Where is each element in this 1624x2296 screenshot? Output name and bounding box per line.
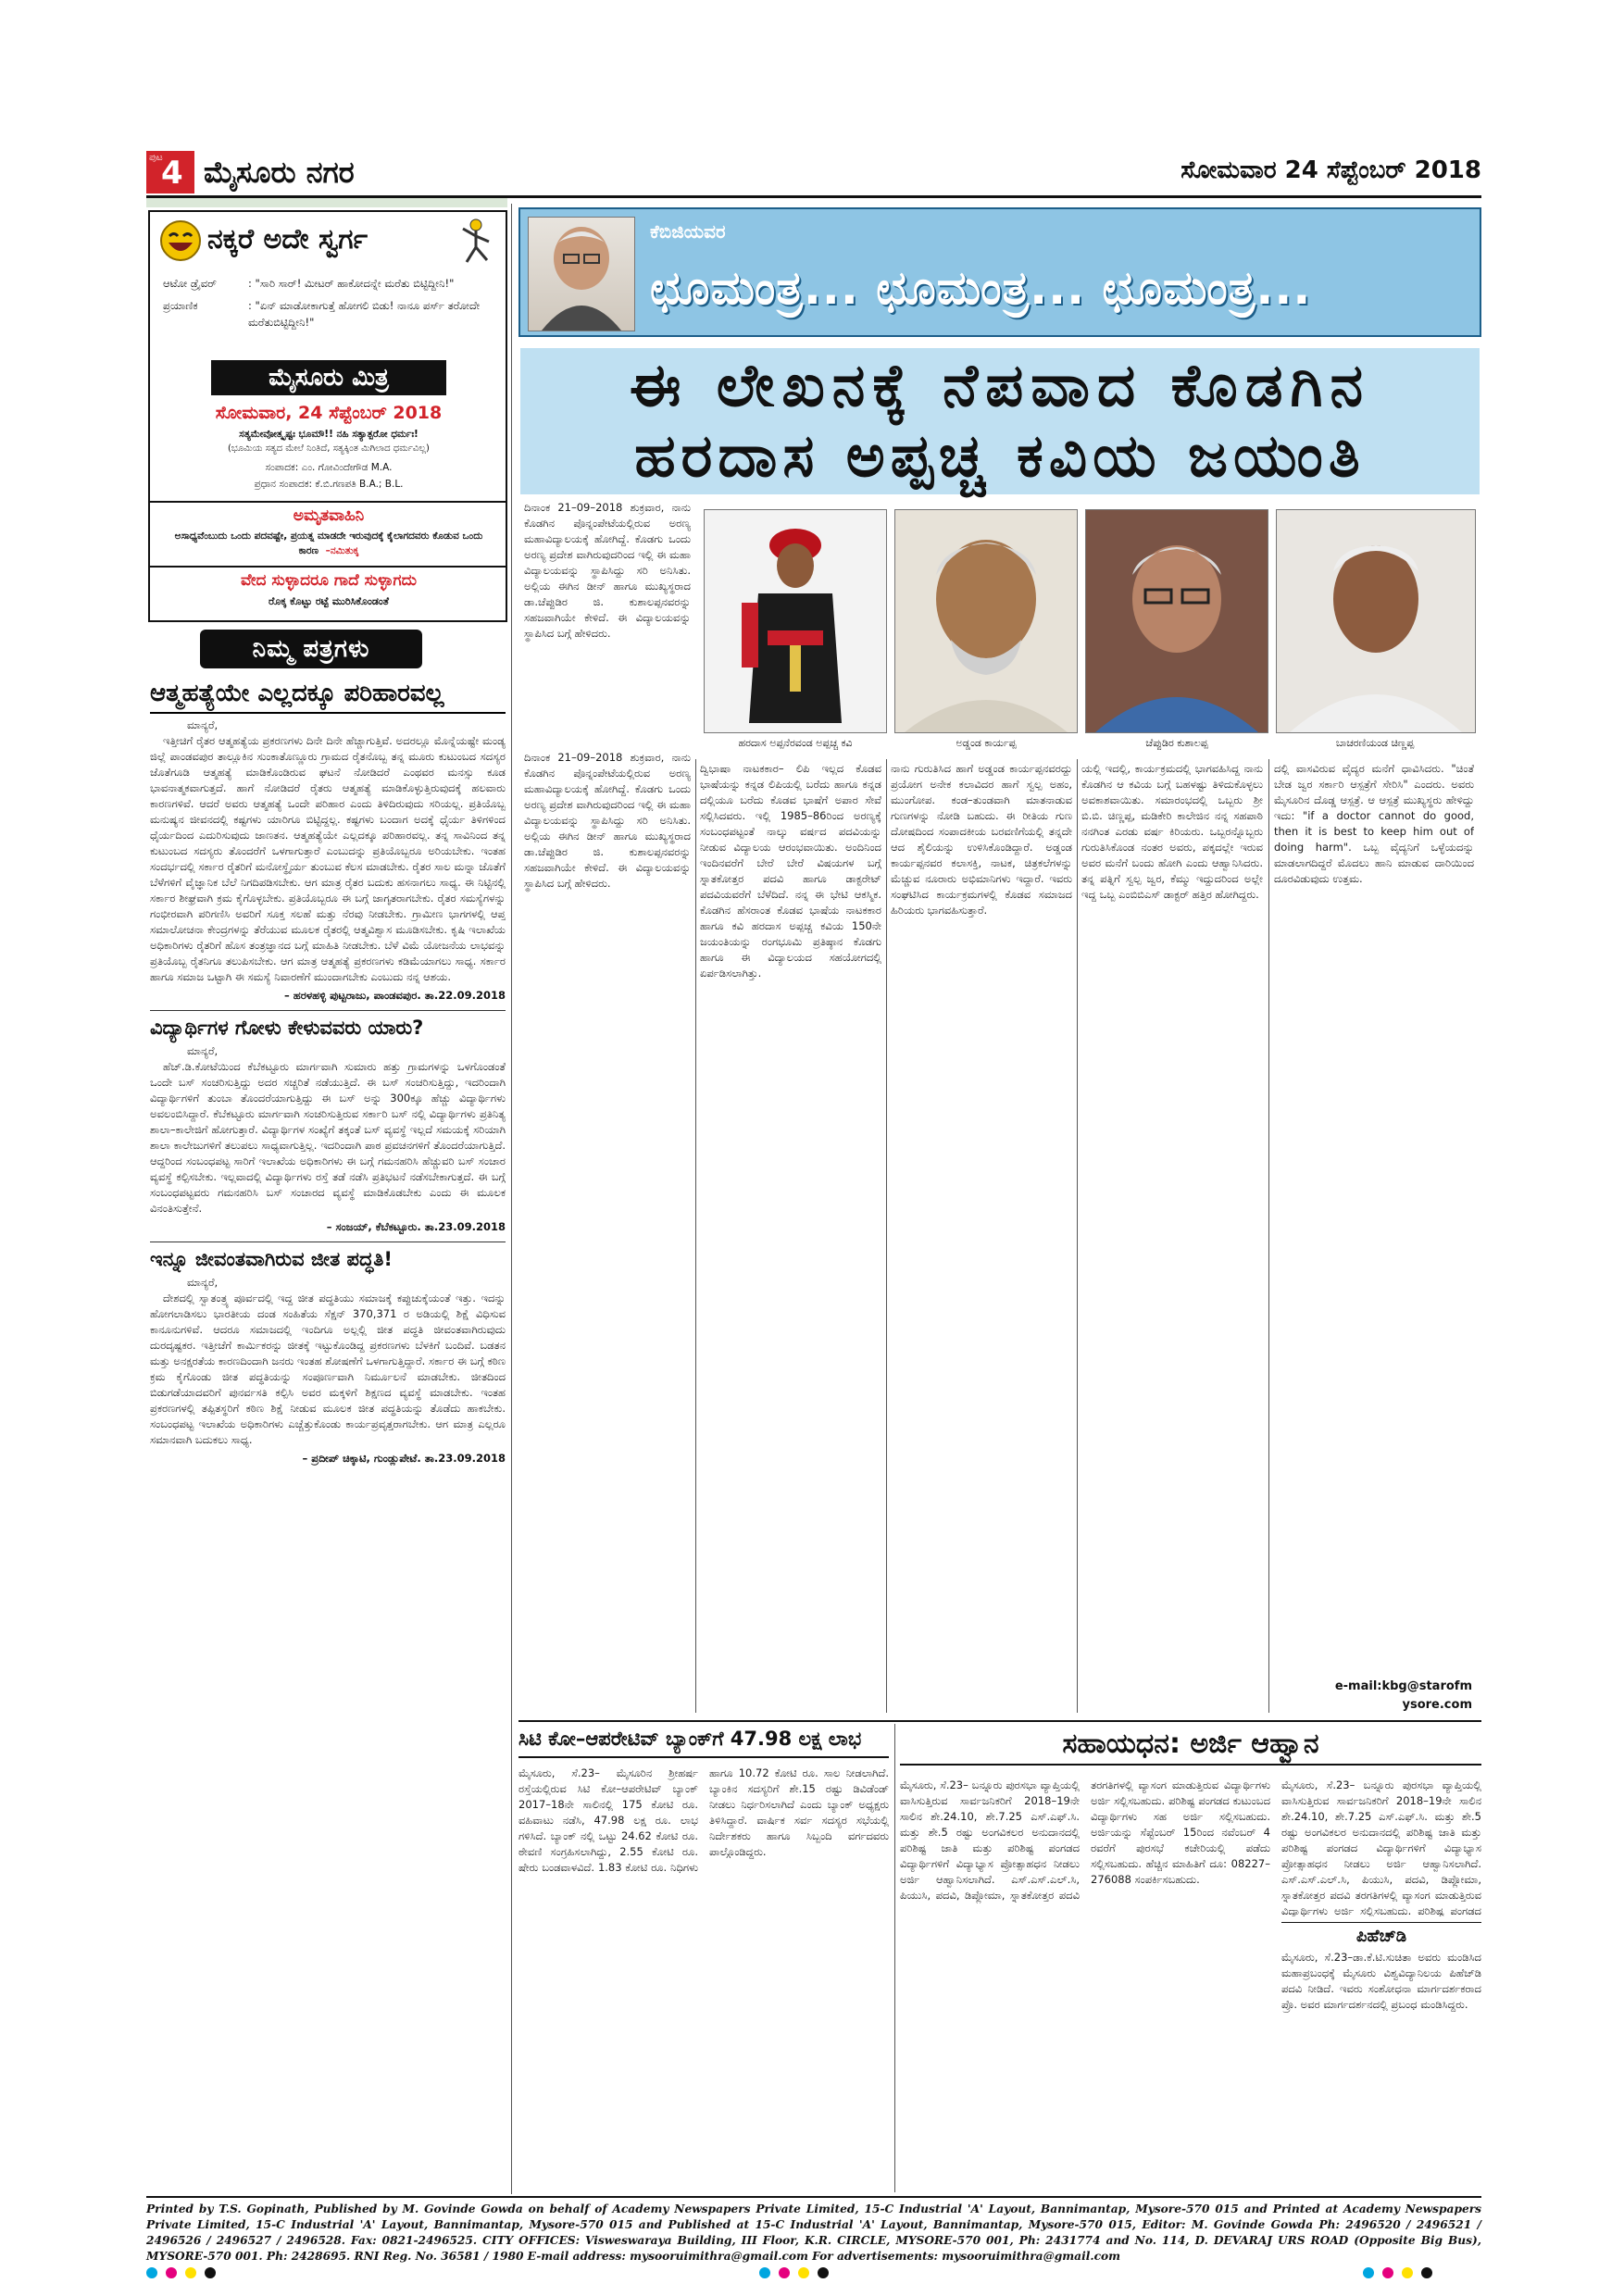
column-rule	[695, 759, 696, 1713]
bank-story	[518, 1728, 889, 2190]
letter	[150, 1242, 506, 1466]
joke-text: : "ಸಾರಿ ಸಾರ್! ಮೀಟರ್ ಹಾಕೋದನ್ನೇ ಮರೆತು ಬಿಟ್ಟಿದ್ದೀನಿ!"	[248, 277, 455, 290]
appeal-story	[900, 1728, 1481, 2190]
columnist-email[interactable]: e-mail:kbg@starofmysore.com	[1334, 1679, 1472, 1712]
columnist-portrait-icon	[529, 218, 634, 331]
dancing-figure-icon	[457, 218, 494, 266]
photo-addanda-kariappa	[894, 509, 1078, 733]
letter-signature: – ಪ್ರದೀಪ್ ಚಿಕ್ಕಾಟಿ, ಗುಂಡ್ಲುಪೇಟೆ. ತಾ.23.09.2018	[302, 1452, 506, 1465]
magenta-dot	[1382, 2267, 1393, 2278]
masthead-motto: ಸತ್ಯಮೇವೋತ್ಕೃಷ್ಟಃ ಭೂಮೌ!! ನಹಿ ಸತ್ಯಾತ್ಪರೋ ಧರ್ಮಃ!	[239, 429, 418, 440]
yellow-dot	[185, 2267, 196, 2278]
masthead-chief-editor: ಪ್ರಧಾನ ಸಂಪಾದಕ: ಕೆ.ಬಿ.ಗಣಪತಿ B.A.; B.L.	[254, 479, 404, 490]
yellow-dot	[798, 2267, 809, 2278]
phd-title: ಪಿಹೆಚ್‌ಡಿ	[1281, 1922, 1481, 1946]
feature-bottom-rule	[518, 1720, 1481, 1722]
page-number-badge	[146, 151, 194, 193]
bank-appeal-divider	[894, 1724, 895, 2192]
masthead-motto-translation: (ಭೂಮಿಯ ಸತ್ಯದ ಮೇಲೆ ನಿಂತಿದೆ, ಸತ್ಯಕ್ಕಿಂತ ಮಿಗಿಲಾದ ಧರ್ಮವಿಲ್ಲ)	[228, 443, 430, 454]
column-banner	[518, 207, 1481, 337]
header-date: ಸೋಮವಾರ 24 ಸೆಪ್ಟೆಂಬರ್ 2018	[1181, 156, 1481, 184]
photo-caption: ಅಡ್ಡಂಡ ಕಾರ್ಯಪ್ಪ	[956, 737, 1017, 749]
phd-body: ಮೈಸೂರು, ಸೆ.23–ಡಾ.ಕೆ.ಟಿ.ಸುಚಿತಾ ಅವರು ಮಂಡಿಸಿದ ಮಹಾಪ್ರಬಂಧಕ್ಕೆ ಮೈಸೂರು ವಿಶ್ವವಿದ್ಯಾನಿಲಯ ಪಿಹೆಚ್‌ಡಿ ಪದವಿ ನೀಡಿದೆ. ಇವರು ಸಂಶೋಧನಾ ಮಾರ್ಗದರ್ಶಕರಾದ ಪ್ರೊ. ಅವರ ಮಾರ್ಗದರ್ಶನದಲ್ಲಿ ಪ್ರಬಂಧ ಮಂಡಿಸಿದ್ದರು.	[1281, 1951, 1481, 2011]
photo-caption: ಬಾಚರಣಿಯಂಡ ಚಿಣ್ಣಪ್ಪ	[1335, 737, 1415, 749]
mitra-name: ಮೈಸೂರು ಮಿತ್ರ	[269, 364, 389, 392]
proverb-divider	[150, 566, 507, 568]
joke-title-row	[159, 218, 493, 268]
masthead-date: ಸೋಮವಾರ, 24 ಸೆಪ್ಟೆಂಬರ್ 2018	[215, 403, 443, 423]
page-number: 4	[161, 155, 183, 192]
column-rule	[886, 759, 887, 1713]
black-dot	[1421, 2267, 1432, 2278]
mitra-masthead	[211, 360, 446, 395]
letter-body: ಹೆಚ್.ಡಿ.ಕೋಟೆಯಿಂದ ಕೆಬೆಕಟ್ಟೂರು ಮಾರ್ಗವಾಗಿ ಸುಮಾರು ಹತ್ತು ಗ್ರಾಮಗಳನ್ನು ಒಳಗೊಂಡಂತೆ ಒಂದೇ ಬಸ್ ಸಂಚರಿಸುತ್ತಿದ್ದು ಅದರ ಸಚ್ಚರಿತೆ ನಡೆಯುತ್ತಿದೆ. ಈ ಬಸ್ ಸಂಚರಿಸುತ್ತಿದ್ದು, ಇದರಿಂದಾಗಿ ವಿದ್ಯಾರ್ಥಿಗಳಿಗೆ ತುಂಬಾ ತೊಂದರೆಯಾಗುತ್ತಿದ್ದು ಈ ಬಸ್ ಅನ್ನು 300ಕ್ಕೂ ಹೆಚ್ಚು ವಿದ್ಯಾರ್ಥಿಗಳು ಅವಲಂಬಿಸಿದ್ದಾರೆ. ಕೆಬೆಕಟ್ಟೂರು ಮಾರ್ಗವಾಗಿ ಸಂಚರಿಸುತ್ತಿರುವ ಸರ್ಕಾರಿ ಬಸ್ ನಲ್ಲಿ ವಿದ್ಯಾರ್ಥಿಗಳು ಪ್ರತಿನಿತ್ಯ ಶಾಲಾ–ಕಾಲೇಜಿಗೆ ಹೋಗುತ್ತಾರೆ. ವಿದ್ಯಾರ್ಥಿಗಳ ಸಂಖ್ಯೆಗೆ ತಕ್ಕಂತೆ ಬಸ್ ವ್ಯವಸ್ಥೆ ಇಲ್ಲದೆ ಸಮಯಕ್ಕೆ ಸರಿಯಾಗಿ ಶಾಲಾ ಕಾಲೇಜುಗಳಿಗೆ ತಲುಪಲು ಸಾಧ್ಯವಾಗುತ್ತಿಲ್ಲ. ಇದರಿಂದಾಗಿ ಪಾಠ ಪ್ರವಚನಗಳಿಗೆ ತೊಂದರೆಯಾಗುತ್ತಿದೆ. ಆದ್ದರಿಂದ ಸಂಬಂಧಪಟ್ಟ ಸಾರಿಗೆ ಇಲಾಖೆಯ ಅಧಿಕಾರಿಗಳು ಈ ಬಗ್ಗೆ ಗಮನಹರಿಸಿ ಹೆಚ್ಚುವರಿ ಬಸ್ ಸಂಚಾರ ವ್ಯವಸ್ಥೆ ಕಲ್ಪಿಸಬೇಕು. ಇಲ್ಲವಾದಲ್ಲಿ ವಿದ್ಯಾರ್ಥಿಗಳು ರಸ್ತೆ ತಡೆ ನಡೆಸಿ ಪ್ರತಿಭಟನೆ ನಡೆಸಬೇಕಾಗುತ್ತದೆ. ಈ ಬಗ್ಗೆ ಸಂಬಂಧಪಟ್ಟವರು ಗಮನಹರಿಸಿ ಬಸ್ ಸಂಚಾರದ ವ್ಯವಸ್ಥೆ ಮಾಡಿಕೊಡಬೇಕು ಎಂದು ಈ ಮೂಲಕ ವಿನಂತಿಸುತ್ತೇನೆ.	[150, 1060, 506, 1215]
proverb-line-2: ರೊಕ್ಕ ಕೊಟ್ಟು ರಟ್ಟೆ ಮುರಿಸಿಕೊಂಡಂತೆ	[269, 595, 389, 607]
photo-cheppudira-kushalappa	[1085, 509, 1268, 733]
section-title: ಮೈಸೂರು ನಗರ	[204, 155, 355, 190]
column-title: ಛೂಮಂತ್ರ... ಛೂಮಂತ್ರ... ಛೂಮಂತ್ರ...	[650, 261, 1312, 315]
registration-dots-center	[759, 2265, 837, 2282]
feature-column-1b-text: ದಿನಾಂಕ 21–09–2018 ಶುಕ್ರವಾರ, ನಾನು ಕೊಡಗಿನ ಪೊನ್ನಂಪೇಟೆಯಲ್ಲಿರುವ ಅರಣ್ಯ ಮಹಾವಿದ್ಯಾಲಯಕ್ಕೆ ಹೋಗಿದ್ದೆ. ಕೊಡಗು ಒಂದು ಅರಣ್ಯ ಪ್ರದೇಶ ವಾಗಿರುವುದರಿಂದ ಇಲ್ಲಿ ಈ ಮಹಾ ವಿದ್ಯಾಲಯವನ್ನು ಸ್ಥಾಪಿಸಿದ್ದು ಸರಿ ಅನಿಸಿತು. ಅಲ್ಲಿಯ ಈಗಿನ ಡೀನ್ ಹಾಗೂ ಮುಖ್ಯಸ್ಥರಾದ ಡಾ.ಚೆಪ್ಪುಡಿರ ಜಿ. ಕುಶಾಲಪ್ಪನವರನ್ನು ಸಹಜವಾಗಿಯೇ ಕೇಳಿದೆ. ಈ ವಿದ್ಯಾಲಯವನ್ನು ಸ್ಥಾಪಿಸಿದ ಬಗ್ಗೆ ಹೇಳಿದರು.	[524, 751, 691, 890]
cyan-dot	[1363, 2267, 1374, 2278]
letter-body: ದೇಶದಲ್ಲಿ ಸ್ವಾತಂತ್ರ್ಯ ಪೂರ್ವದಲ್ಲಿ ಇದ್ದ ಜೀತ ಪದ್ಧತಿಯು ಸಮಾಜಕ್ಕೆ ಕಪ್ಪುಚುಕ್ಕೆಯಂತೆ ಇತ್ತು. ಇದನ್ನು ಹೋಗಲಾಡಿಸಲು ಭಾರತೀಯ ದಂಡ ಸಂಹಿತೆಯ ಸೆಕ್ಷನ್ 370,371 ರ ಅಡಿಯಲ್ಲಿ ಶಿಕ್ಷೆ ವಿಧಿಸುವ ಕಾನೂನುಗಳಿವೆ. ಆದರೂ ಸಮಾಜದಲ್ಲಿ ಇಂದಿಗೂ ಅಲ್ಲಲ್ಲಿ ಜೀತ ಪದ್ಧತಿ ಜೀವಂತವಾಗಿರುವುದು ದುರದೃಷ್ಟಕರ. ಇತ್ತೀಚೆಗೆ ಕಾರ್ಮಿಕರನ್ನು ಜೀತಕ್ಕೆ ಇಟ್ಟುಕೊಂಡಿದ್ದ ಪ್ರಕರಣಗಳು ಬೆಳಕಿಗೆ ಬಂದಿವೆ. ಬಡತನ ಮತ್ತು ಅನಕ್ಷರತೆಯ ಕಾರಣದಿಂದಾಗಿ ಜನರು ಇಂತಹ ಶೋಷಣೆಗೆ ಒಳಗಾಗುತ್ತಿದ್ದಾರೆ. ಸರ್ಕಾರ ಈ ಬಗ್ಗೆ ಕಠಿಣ ಕ್ರಮ ಕೈಗೊಂಡು ಜೀತ ಪದ್ಧತಿಯನ್ನು ಸಂಪೂರ್ಣವಾಗಿ ನಿರ್ಮೂಲನೆ ಮಾಡಬೇಕು. ಜೀತದಿಂದ ಬಿಡುಗಡೆಯಾದವರಿಗೆ ಪುನರ್ವಸತಿ ಕಲ್ಪಿಸಿ ಅವರ ಮಕ್ಕಳಿಗೆ ಶಿಕ್ಷಣದ ವ್ಯವಸ್ಥೆ ಮಾಡಬೇಕು. ಇಂತಹ ಪ್ರಕರಣಗಳಲ್ಲಿ ತಪ್ಪಿತಸ್ಥರಿಗೆ ಕಠಿಣ ಶಿಕ್ಷೆ ನೀಡುವ ಮೂಲಕ ಜೀತ ಪದ್ಧತಿಯನ್ನು ತೊಡೆದು ಹಾಕಬೇಕು. ಸಂಬಂಧಪಟ್ಟ ಇಲಾಖೆಯ ಅಧಿಕಾರಿಗಳು ಎಚ್ಚೆತ್ತುಕೊಂಡು ಕಾರ್ಯಪ್ರವೃತ್ತರಾಗಬೇಕು. ಆಗ ಮಾತ್ರ ಎಲ್ಲರೂ ಸಮಾನವಾಗಿ ಬದುಕಲು ಸಾಧ್ಯ.	[150, 1292, 506, 1446]
left-column-divider	[511, 204, 512, 2194]
imprint-line: Printed by T.S. Gopinath, Published by M. Govinde Gowda on behalf of Academy Newspapers Private Limited, 15-C Industrial 'A' Layout, Bannimantap, Mysore-570 015 and Printed at Academy Newspapers Private Limited, 15-C Industrial 'A' Layout, Bannimantap, Mysore-570 015 and Published at 15-C Industrial 'A' Layout, Bannimantap, Mysore-570 015, Editor: M. Govinde Gowda Ph: 2496520 / 2496521 / 2496526 / 2496527 / 2496528. Fax: 0821-2496525. CITY OFFICES: Visweswaraya Building, III Floor, K.R. CIRCLE, MYSORE-570 001, Ph: 2431774 and No. 114, D. DEVARAJ URS ROAD (Opposite Big Bus), MYSORE-570 001. Ph: 2428695. RNI Reg. No. 36581 / 1980 E-mail address: mysooruimithra@gmail.com For advertisements: mysooruimithra@gmail.com	[146, 2202, 1481, 2263]
photo-bacharaniyanda-chinnappa	[1276, 509, 1476, 733]
letter-signature: – ಸಂಜಯ್, ಕೆಬೆಕಟ್ಟೂರು. ತಾ.23.09.2018	[326, 1220, 506, 1233]
letter-salutation: ಮಾನ್ಯರೆ,	[187, 1044, 219, 1057]
header-green-band	[146, 198, 507, 207]
cyan-dot	[759, 2267, 770, 2278]
phd-notice	[1281, 1778, 1481, 2185]
letter-salutation: ಮಾನ್ಯರೆ,	[187, 1276, 219, 1289]
columnist-photo	[528, 217, 635, 331]
bank-body: ಮೈಸೂರು, ಸೆ.23– ಮೈಸೂರಿನ ಶ್ರೀಹರ್ಷ ರಸ್ತೆಯಲ್ಲಿರುವ ಸಿಟಿ ಕೋ–ಆಪರೇಟಿವ್ ಬ್ಯಾಂಕ್ 2017–18ನೇ ಸಾಲಿನಲ್ಲಿ 175 ಕೋಟಿ ರೂ. ವಹಿವಾಟು ನಡೆಸಿ, 47.98 ಲಕ್ಷ ರೂ. ಲಾಭ ಗಳಿಸಿದೆ. ಬ್ಯಾಂಕ್ ನಲ್ಲಿ ಒಟ್ಟು 24.62 ಕೋಟಿ ರೂ. ಠೇವಣಿ ಸಂಗ್ರಹಿಸಲಾಗಿದ್ದು, 2.55 ಕೋಟಿ ರೂ. ಷೇರು ಬಂಡವಾಳವಿದೆ. 1.83 ಕೋಟಿ ರೂ. ನಿಧಿಗಳು ಹಾಗೂ 10.72 ಕೋಟಿ ರೂ. ಸಾಲ ನೀಡಲಾಗಿದೆ. ಬ್ಯಾಂಕಿನ ಸದಸ್ಯರಿಗೆ ಶೇ.15 ರಷ್ಟು ಡಿವಿಡೆಂಡ್ ನೀಡಲು ನಿರ್ಧರಿಸಲಾಗಿದೆ ಎಂದು ಬ್ಯಾಂಕ್ ಅಧ್ಯಕ್ಷರು ತಿಳಿಸಿದ್ದಾರೆ. ವಾರ್ಷಿಕ ಸರ್ವ ಸದಸ್ಯರ ಸಭೆಯಲ್ಲಿ ನಿರ್ದೇಶಕರು ಹಾಗೂ ಸಿಬ್ಬಂದಿ ವರ್ಗದವರು ಪಾಲ್ಗೊಂಡಿದ್ದರು.	[518, 1766, 889, 1874]
photo-appachcha-kavi	[704, 509, 887, 733]
amruta-author: –ನಮಿತುಕ್ಕ	[325, 545, 359, 556]
feature-column-4: ಯಲ್ಲಿ ಇದಲ್ಲಿ, ಕಾರ್ಯಕ್ರಮದಲ್ಲಿ ಭಾಗವಹಿಸಿದ್ದ ನಾನು ಕೊಡಗಿನ ಆ ಕವಿಯ ಬಗ್ಗೆ ಬಹಳಷ್ಟು ತಿಳಿದುಕೊಳ್ಳಲು ಅವಕಾಶವಾಯಿತು. ಸಮಾರಂಭದಲ್ಲಿ ಒಬ್ಬರು ಶ್ರೀ ಬಿ.ಬಿ. ಚಿಣ್ಣಪ್ಪ, ಮಡಿಕೇರಿ ಕಾಲೇಜಿನ ನನ್ನ ಸಹಪಾಠಿ ನನಗಿಂತ ಎರಡು ವರ್ಷ ಕಿರಿಯರು. ಒಬ್ಬರನ್ನೊಬ್ಬರು ಗುರುತಿಸಿಕೊಂಡ ನಂತರ ಅವರು, ಪಕ್ಕದಲ್ಲೇ ಇರುವ ಅವರ ಮನೆಗೆ ಬಂದು ಹೋಗಿ ಎಂದು ಆಹ್ವಾನಿಸಿದರು. ತನ್ನ ಪತ್ನಿಗೆ ಸ್ವಲ್ಪ ಜ್ವರ, ಕೆಮ್ಮು ಇದ್ದುದರಿಂದ ಅಲ್ಲೇ ಇದ್ದ ಒಬ್ಬ ಎಂಬಿಬಿಎಸ್ ಡಾಕ್ಟರ್ ಹತ್ತಿರ ಹೋಗಿದ್ದರು.	[1081, 762, 1263, 901]
amruta-quote: ಅಸಾಧ್ಯವೆಂಬುದು ಒಂದು ಪದವಷ್ಟೇ, ಪ್ರಯತ್ನ ಮಾಡದೇ ಇರುವುದಕ್ಕೆ ಕೈಲಾಗದವರು ಕೊಡುವ ಒಂದು ಕಾರಣ	[174, 530, 483, 556]
joke-speaker: ಪ್ರಯಾಣಿಕ	[163, 299, 198, 312]
registration-dots-right	[1363, 2265, 1441, 2282]
masthead-editor: ಸಂಪಾದಕ: ಎಂ. ಗೋವಿಂದೇಗೌಡ M.A.	[265, 462, 393, 473]
bank-headline: ಸಿಟಿ ಕೋ–ಆಪರೇಟಿವ್ ಬ್ಯಾಂಕ್‌ಗೆ 47.98 ಲಕ್ಷ ಲಾಭ	[518, 1728, 889, 1758]
column-rule	[1077, 759, 1078, 1713]
amruta-text	[165, 529, 493, 558]
registration-dots-left	[146, 2265, 224, 2282]
appeal-headline: ಸಹಾಯಧನ: ಅರ್ಜಿ ಆಹ್ವಾನ	[900, 1728, 1481, 1766]
magenta-dot	[779, 2267, 790, 2278]
joke-line	[163, 275, 493, 292]
proverb-line-1: ವೇದ ಸುಳ್ಳಾದರೂ ಗಾದೆ ಸುಳ್ಳಾಗದು	[241, 571, 417, 590]
letters-header-text: ನಿಮ್ಮ ಪತ್ರಗಳು	[252, 635, 370, 663]
phd-lead: ಮೈಸೂರು, ಸೆ.23– ಬನ್ನೂರು ಪುರಸಭಾ ವ್ಯಾಪ್ತಿಯಲ್ಲಿ ವಾಸಿಸುತ್ತಿರುವ ಸಾರ್ವಜನಿಕರಿಗೆ 2018–19ನೇ ಸಾಲಿನ ಶೇ.24.10, ಶೇ.7.25 ಎಸ್.ಎಫ್.ಸಿ. ಮತ್ತು ಶೇ.5 ರಷ್ಟು ಅಂಗವಿಕಲರ ಅನುದಾನದಲ್ಲಿ ಪರಿಶಿಷ್ಟ ಜಾತಿ ಮತ್ತು ಪರಿಶಿಷ್ಟ ಪಂಗಡದ ವಿದ್ಯಾರ್ಥಿಗಳಿಗೆ ವಿದ್ಯಾಭ್ಯಾಸ ಪ್ರೋತ್ಸಾಹಧನ ನೀಡಲು ಅರ್ಜಿ ಆಹ್ವಾನಿಸಲಾಗಿದೆ. ಎಸ್.ಎಸ್.ಎಲ್.ಸಿ, ಪಿಯುಸಿ, ಪದವಿ, ಡಿಪ್ಲೋಮಾ, ಸ್ನಾತಕೋತ್ತರ ಪದವಿ ತರಗತಿಗಳಲ್ಲಿ ವ್ಯಾಸಂಗ ಮಾಡುತ್ತಿರುವ ವಿದ್ಯಾರ್ಥಿಗಳು ಅರ್ಜಿ ಸಲ್ಲಿಸಬಹುದು. ಪರಿಶಿಷ್ಟ ಪಂಗಡದ	[1281, 1778, 1481, 1916]
photo-caption: ಹರದಾಸ ಅಪ್ಪನೆರವಂಡ ಅಪ್ಪಚ್ಚ ಕವಿ	[738, 737, 853, 749]
masthead-divider	[150, 501, 507, 503]
photo-caption: ಚೆಪ್ಪುಡಿರ ಕುಶಾಲಪ್ಪ	[1145, 737, 1208, 749]
yellow-dot	[1402, 2267, 1413, 2278]
page-label: ಪುಟ	[149, 153, 163, 163]
joke-title: ನಕ್ಕರೆ ಅದೇ ಸ್ವರ್ಗ	[207, 223, 369, 256]
joke-speaker: ಆಟೋ ಡ್ರೈವರ್	[163, 277, 217, 290]
feature-column-1b	[524, 750, 691, 1713]
letter-signature: – ಹರಳಹಳ್ಳಿ ಪುಟ್ಟರಾಜು, ಪಾಂಡವಪುರ. ತಾ.22.09.2018	[284, 989, 506, 1002]
letter	[150, 680, 506, 1003]
appeal-body: ಮೈಸೂರು, ಸೆ.23– ಬನ್ನೂರು ಪುರಸಭಾ ವ್ಯಾಪ್ತಿಯಲ್ಲಿ ವಾಸಿಸುತ್ತಿರುವ ಸಾರ್ವಜನಿಕರಿಗೆ 2018–19ನೇ ಸಾಲಿನ ಶೇ.24.10, ಶೇ.7.25 ಎಸ್.ಎಫ್.ಸಿ. ಮತ್ತು ಶೇ.5 ರಷ್ಟು ಅಂಗವಿಕಲರ ಅನುದಾನದಲ್ಲಿ ಪರಿಶಿಷ್ಟ ಜಾತಿ ಮತ್ತು ಪರಿಶಿಷ್ಟ ಪಂಗಡದ ವಿದ್ಯಾರ್ಥಿಗಳಿಗೆ ವಿದ್ಯಾಭ್ಯಾಸ ಪ್ರೋತ್ಸಾಹಧನ ನೀಡಲು ಅರ್ಜಿ ಆಹ್ವಾನಿಸಲಾಗಿದೆ. ಎಸ್.ಎಸ್.ಎಲ್.ಸಿ, ಪಿಯುಸಿ, ಪದವಿ, ಡಿಪ್ಲೋಮಾ, ಸ್ನಾತಕೋತ್ತರ ಪದವಿ ತರಗತಿಗಳಲ್ಲಿ ವ್ಯಾಸಂಗ ಮಾಡುತ್ತಿರುವ ವಿದ್ಯಾರ್ಥಿಗಳು ಅರ್ಜಿ ಸಲ್ಲಿಸಬಹುದು. ಪರಿಶಿಷ್ಟ ಪಂಗಡದ ಕುಟುಂಬದ ವಿದ್ಯಾರ್ಥಿಗಳು ಸಹ ಅರ್ಜಿ ಸಲ್ಲಿಸಬಹುದು. ಅರ್ಜಿಯನ್ನು ಸೆಪ್ಟೆಂಬರ್ 15ರಿಂದ ನವೆಂಬರ್ 4 ರವರೆಗೆ ಪುರಸಭೆ ಕಚೇರಿಯಲ್ಲಿ ಪಡೆದು ಸಲ್ಲಿಸಬಹುದು. ಹೆಚ್ಚಿನ ಮಾಹಿತಿಗೆ ದೂ: 08227–276088 ಸಂಪರ್ಕಿಸಬಹುದು.	[900, 1778, 1270, 1902]
letters-header	[200, 630, 422, 668]
amruta-title: ಅಮೃತವಾಹಿನಿ	[293, 506, 365, 525]
letter-title: ಆತ್ಮಹತ್ಯೆಯೇ ಎಲ್ಲದಕ್ಕೂ ಪರಿಹಾರವಲ್ಲ	[150, 680, 506, 714]
magenta-dot	[166, 2267, 177, 2278]
black-dot	[205, 2267, 216, 2278]
feature-column-3: ನಾನು ಗುರುತಿಸಿದ ಹಾಗೆ ಅಡ್ಡಂಡ ಕಾರ್ಯಪ್ಪನವರದ್ದು ಪ್ರಯೋಗ ಅನೇಕ ಕಲಾವಿದರ ಹಾಗೆ ಸ್ವಲ್ಪ ಅಹಂ, ಮುಂಗೋಪ. ಕಂಡ–ತುಂಡವಾಗಿ ಮಾತನಾಡುವ ಗುಣಗಳನ್ನು ನೋಡಿ ಬಹುದು. ಈ ರೀತಿಯ ಗುಣ ದೋಷದಿಂದ ಸಂಪಾದಕೀಯ ಬರವಣಿಗೆಯಲ್ಲಿ ತನ್ನದೇ ಆದ ಶೈಲಿಯನ್ನು ಉಳಿಸಿಕೊಂಡಿದ್ದಾರೆ. ಅಡ್ಡಂಡ ಕಾರ್ಯಪ್ಪನವರ ಕಲಾಸಕ್ತಿ, ನಾಟಕ, ಚಿತ್ರಕಲೆಗಳನ್ನು ಮೆಚ್ಚುವ ನೂರಾರು ಅಭಿಮಾನಿಗಳು ಇದ್ದಾರೆ. ಇವರು ಸಂಘಟಿಸಿದ ಕಾರ್ಯಕ್ರಮಗಳಲ್ಲಿ ಕೊಡವ ಸಮಾಜದ ಹಿರಿಯರು ಭಾಗವಹಿಸುತ್ತಾರೆ.	[891, 762, 1072, 917]
bacharaniyanda-chinnappa-portrait-icon	[1277, 510, 1475, 732]
appachcha-kavi-portrait-icon	[705, 510, 886, 732]
footer-rule	[146, 2196, 1481, 2198]
cheppudira-kushalappa-portrait-icon	[1086, 510, 1268, 732]
columnist-name: ಕೆಬಿಜಿಯವರ	[650, 220, 726, 243]
letter-title: ಇನ್ನೂ ಜೀವಂತವಾಗಿರುವ ಜೀತ ಪದ್ಧತಿ!	[150, 1248, 393, 1270]
letter-title: ವಿದ್ಯಾರ್ಥಿಗಳ ಗೋಳು ಕೇಳುವವರು ಯಾರು?	[150, 1017, 424, 1039]
letters-column	[150, 674, 506, 2192]
addanda-kariappa-portrait-icon	[895, 510, 1077, 732]
joke-dialogue	[163, 275, 493, 331]
headline-line-2: ಹರದಾಸ ಅಪ್ಪಚ್ಚ ಕವಿಯ ಜಯಂತಿ	[634, 422, 1366, 491]
cyan-dot	[146, 2267, 157, 2278]
feature-column-2: ದ್ವಿಭಾಷಾ ನಾಟಕಕಾರ– ಲಿಪಿ ಇಲ್ಲದ ಕೊಡವ ಭಾಷೆಯನ್ನು ಕನ್ನಡ ಲಿಪಿಯಲ್ಲಿ ಬರೆದು ಹಾಗೂ ಕನ್ನಡ ದಲ್ಲಿಯೂ ಬರೆದು ಕೊಡವ ಭಾಷೆಗೆ ಅಪಾರ ಸೇವೆ ಸಲ್ಲಿಸಿದವರು. ಇಲ್ಲಿ 1985–86ರಿಂದ ಅರಣ್ಯಕ್ಕೆ ಸಂಬಂಧಪಟ್ಟಂತೆ ನಾಲ್ಕು ವರ್ಷದ ಪದವಿಯನ್ನು ನೀಡುವ ವಿದ್ಯಾಲಯ ಆರಂಭವಾಯಿತು. ಅಂದಿನಿಂದ ಇಂದಿನವರೆಗೆ ಬೇರೆ ಬೇರೆ ವಿಷಯಗಳ ಬಗ್ಗೆ ಸ್ನಾತಕೋತ್ತರ ಪದವಿ ಹಾಗೂ ಡಾಕ್ಟರೇಟ್ ಪದವಿಯವರೆಗೆ ಬೆಳೆದಿದೆ. ನನ್ನ ಈ ಭೇಟಿ ಆಕಸ್ಮಿಕ. ಕೊಡಗಿನ ಹೆಸರಾಂತ ಕೊಡವ ಭಾಷೆಯ ನಾಟಕಕಾರ ಹಾಗೂ ಕವಿ ಹರದಾಸ ಅಪ್ಪಚ್ಚ ಕವಿಯ 150ನೇ ಜಯಂತಿಯನ್ನು ರಂಗಭೂಮಿ ಪ್ರತಿಷ್ಠಾನ ಕೊಡಗು ಹಾಗೂ ಈ ವಿದ್ಯಾಲಯದ ಸಹಯೋಗದಲ್ಲಿ ಏರ್ಪಡಿಸಲಾಗಿತ್ತು.	[700, 762, 881, 980]
letter-body: ಇತ್ತೀಚಿಗೆ ರೈತರ ಆತ್ಮಹತ್ಯೆಯ ಪ್ರಕರಣಗಳು ದಿನೇ ದಿನೇ ಹೆಚ್ಚಾಗುತ್ತಿವೆ. ಅದರಲ್ಲೂ ಮೊನ್ನೆಯಷ್ಟೇ ಮಂಡ್ಯ ಜಿಲ್ಲೆ ಪಾಂಡವಪುರ ತಾಲ್ಲೂಕಿನ ಸುಂಕಾತೊಣ್ಣೂರು ಗ್ರಾಮದ ರೈತನೊಬ್ಬ ತನ್ನ ಮೂರು ಕುಟುಂಬದ ಸದಸ್ಯರ ಜೊತೆಗೂಡಿ ಆತ್ಮಹತ್ಯೆ ಮಾಡಿಕೊಂಡಿರುವ ಘಟನೆ ನೋಡಿದರೆ ಎಂಥವರ ಮನಸ್ಸು ಕೂಡ ಭಾವನಾತ್ಮಕವಾಗುತ್ತದೆ. ಹಾಗೆ ನೋಡಿದರೆ ರೈತರು ಆತ್ಮಹತ್ಯೆ ಮಾಡಿಕೊಳ್ಳುತ್ತಿರುವುದಕ್ಕೆ ಹಲವಾರು ಕಾರಣಗಳಿವೆ. ಆದರೆ ಅವರು ಆತ್ಮಹತ್ಯೆ ಒಂದೇ ಪರಿಹಾರ ಎಂದು ತಿಳಿದಿರುವುದು ಸರಿಯಲ್ಲ. ಪ್ರತಿಯೊಬ್ಬ ಮನುಷ್ಯನ ಜೀವನದಲ್ಲಿ ಕಷ್ಟಗಳು ಯಾರಿಗೂ ಬಿಟ್ಟಿದ್ದಲ್ಲ. ಕಷ್ಟಗಳು ಬಂದಾಗ ಅದಕ್ಕೆ ಧೈರ್ಯ ತಿಳಿಗಳಿಂದ ಧೈರ್ಯದಿಂದ ಎದುರಿಸುವುದು ಜಾಣತನ. ಆತ್ಮಹತ್ಯೆಯೇ ಎಲ್ಲದಕ್ಕೂ ಪರಿಹಾರವಲ್ಲ. ತನ್ನ ಸಾವಿನಿಂದ ತನ್ನ ಕುಟುಂಬದ ಸದಸ್ಯರು ತೊಂದರೆಗೆ ಒಳಗಾಗುತ್ತಾರೆ ಎಂಬುದನ್ನು ಪ್ರತಿಯೊಬ್ಬರೂ ಅರಿಯಬೇಕು. ಇಂತಹ ಸಂದರ್ಭದಲ್ಲಿ ಸರ್ಕಾರ ರೈತರಿಗೆ ಮನೋಸ್ಥೈರ್ಯ ತುಂಬುವ ಕೆಲಸ ಮಾಡಬೇಕು. ರೈತರ ಸಾಲ ಮನ್ನಾ ಜೊತೆಗೆ ಬೆಳೆಗಳಿಗೆ ವೈಜ್ಞಾನಿಕ ಬೆಲೆ ನಿಗದಿಪಡಿಸಬೇಕು. ಆಗ ಮಾತ್ರ ರೈತರ ಬದುಕು ಹಸನಾಗಲು ಸಾಧ್ಯ. ಈ ನಿಟ್ಟಿನಲ್ಲಿ ಸರ್ಕಾರ ಶೀಘ್ರವಾಗಿ ಕ್ರಮ ಕೈಗೊಳ್ಳಬೇಕು. ಪ್ರತಿಯೊಬ್ಬರೂ ಈ ಬಗ್ಗೆ ಜಾಗೃತರಾಗಬೇಕು. ರೈತರ ಸಮಸ್ಯೆಗಳನ್ನು ಗಂಭೀರವಾಗಿ ಪರಿಗಣಿಸಿ ಅವರಿಗೆ ಸೂಕ್ತ ಸಲಹೆ ಮತ್ತು ನೆರವು ನೀಡಬೇಕು. ಗ್ರಾಮೀಣ ಭಾಗಗಳಲ್ಲಿ ಆಪ್ತ ಸಮಾಲೋಚನಾ ಕೇಂದ್ರಗಳನ್ನು ತೆರೆಯುವ ಮೂಲಕ ರೈತರಲ್ಲಿ ಆತ್ಮವಿಶ್ವಾಸ ಮೂಡಿಸಬೇಕು. ಕೃಷಿ ಇಲಾಖೆಯ ಅಧಿಕಾರಿಗಳು ರೈತರಿಗೆ ಹೊಸ ತಂತ್ರಜ್ಞಾನದ ಬಗ್ಗೆ ಮಾಹಿತಿ ನೀಡಬೇಕು. ಬೆಳೆ ವಿಮೆ ಯೋಜನೆಯ ಲಾಭವನ್ನು ಪ್ರತಿಯೊಬ್ಬ ರೈತನಿಗೂ ತಲುಪಿಸಬೇಕು. ಆಗ ಮಾತ್ರ ಆತ್ಮಹತ್ಯೆ ಪ್ರಕರಣಗಳು ಕಡಿಮೆಯಾಗಲು ಸಾಧ್ಯ. ಸರ್ಕಾರ ಹಾಗೂ ಸಮಾಜ ಒಟ್ಟಾಗಿ ಈ ಸಮಸ್ಯೆ ನಿವಾರಣೆಗೆ ಮುಂದಾಗಬೇಕು ಎಂಬುದು ನನ್ನ ಆಶಯ.	[150, 734, 506, 983]
headline-line-1: ಈ ಲೇಖನಕ್ಕೆ ನೆಪವಾದ ಕೊಡಗಿನ	[629, 352, 1371, 420]
feature-column-1: ದಿನಾಂಕ 21–09–2018 ಶುಕ್ರವಾರ, ನಾನು ಕೊಡಗಿನ ಪೊನ್ನಂಪೇಟೆಯಲ್ಲಿರುವ ಅರಣ್ಯ ಮಹಾವಿದ್ಯಾಲಯಕ್ಕೆ ಹೋಗಿದ್ದೆ. ಕೊಡಗು ಒಂದು ಅರಣ್ಯ ಪ್ರದೇಶ ವಾಗಿರುವುದರಿಂದ ಇಲ್ಲಿ ಈ ಮಹಾ ವಿದ್ಯಾಲಯವನ್ನು ಸ್ಥಾಪಿಸಿದ್ದು ಸರಿ ಅನಿಸಿತು. ಅಲ್ಲಿಯ ಈಗಿನ ಡೀನ್ ಹಾಗೂ ಮುಖ್ಯಸ್ಥರಾದ ಡಾ.ಚೆಪ್ಪುಡಿರ ಜಿ. ಕುಶಾಲಪ್ಪನವರನ್ನು ಸಹಜವಾಗಿಯೇ ಕೇಳಿದೆ. ಈ ವಿದ್ಯಾಲಯವನ್ನು ಸ್ಥಾಪಿಸಿದ ಬಗ್ಗೆ ಹೇಳಿದರು.	[524, 501, 691, 640]
joke-text: : "ಏನ್ ಮಾಡೋಕಾಗುತ್ತೆ ಹೋಗಲಿ ಬಿಡು! ನಾನೂ ಪರ್ಸ್ ತರೋದೇ ಮರೆತುಬಿಟ್ಟಿದ್ದೀನಿ!"	[248, 299, 481, 329]
letter	[150, 1010, 506, 1234]
black-dot	[818, 2267, 829, 2278]
joke-line	[163, 297, 493, 331]
feature-column-5: ದಲ್ಲಿ ವಾಸವಿರುವ ವೈದ್ಯರ ಮನೆಗೆ ಧಾವಿಸಿದರು. "ಚಿಂತೆ ಬೇಡ ಜ್ವರ ಸರ್ಕಾರಿ ಆಸ್ಪತ್ರೆಗೆ ಸೇರಿಸಿ" ಎಂದರು. ಅವರು ಮೈಸೂರಿನ ದೊಡ್ಡ ಆಸ್ಪತ್ರೆ. ಆ ಆಸ್ಪತ್ರೆ ಮುಖ್ಯಸ್ಥರು ಹೇಳಿದ್ದು ಇದು: "if a doctor cannot do good, then it is best to keep him out of doing harm". ಒಬ್ಬ ವೈದ್ಯನಿಗೆ ಒಳ್ಳೆಯದನ್ನು ಮಾಡಲಾಗದಿದ್ದರೆ ಮೊದಲು ಹಾನಿ ಮಾಡುವ ದಾರಿಯಿಂದ ದೂರವಿಡುವುದು ಉತ್ತಮ.	[1274, 762, 1474, 885]
letter-salutation: ಮಾನ್ಯರೆ,	[187, 718, 219, 731]
left-top-box	[148, 210, 507, 622]
page-header	[146, 151, 1481, 193]
laughing-face-icon	[159, 219, 202, 262]
column-rule	[1268, 759, 1269, 1713]
feature-headline	[520, 348, 1480, 494]
